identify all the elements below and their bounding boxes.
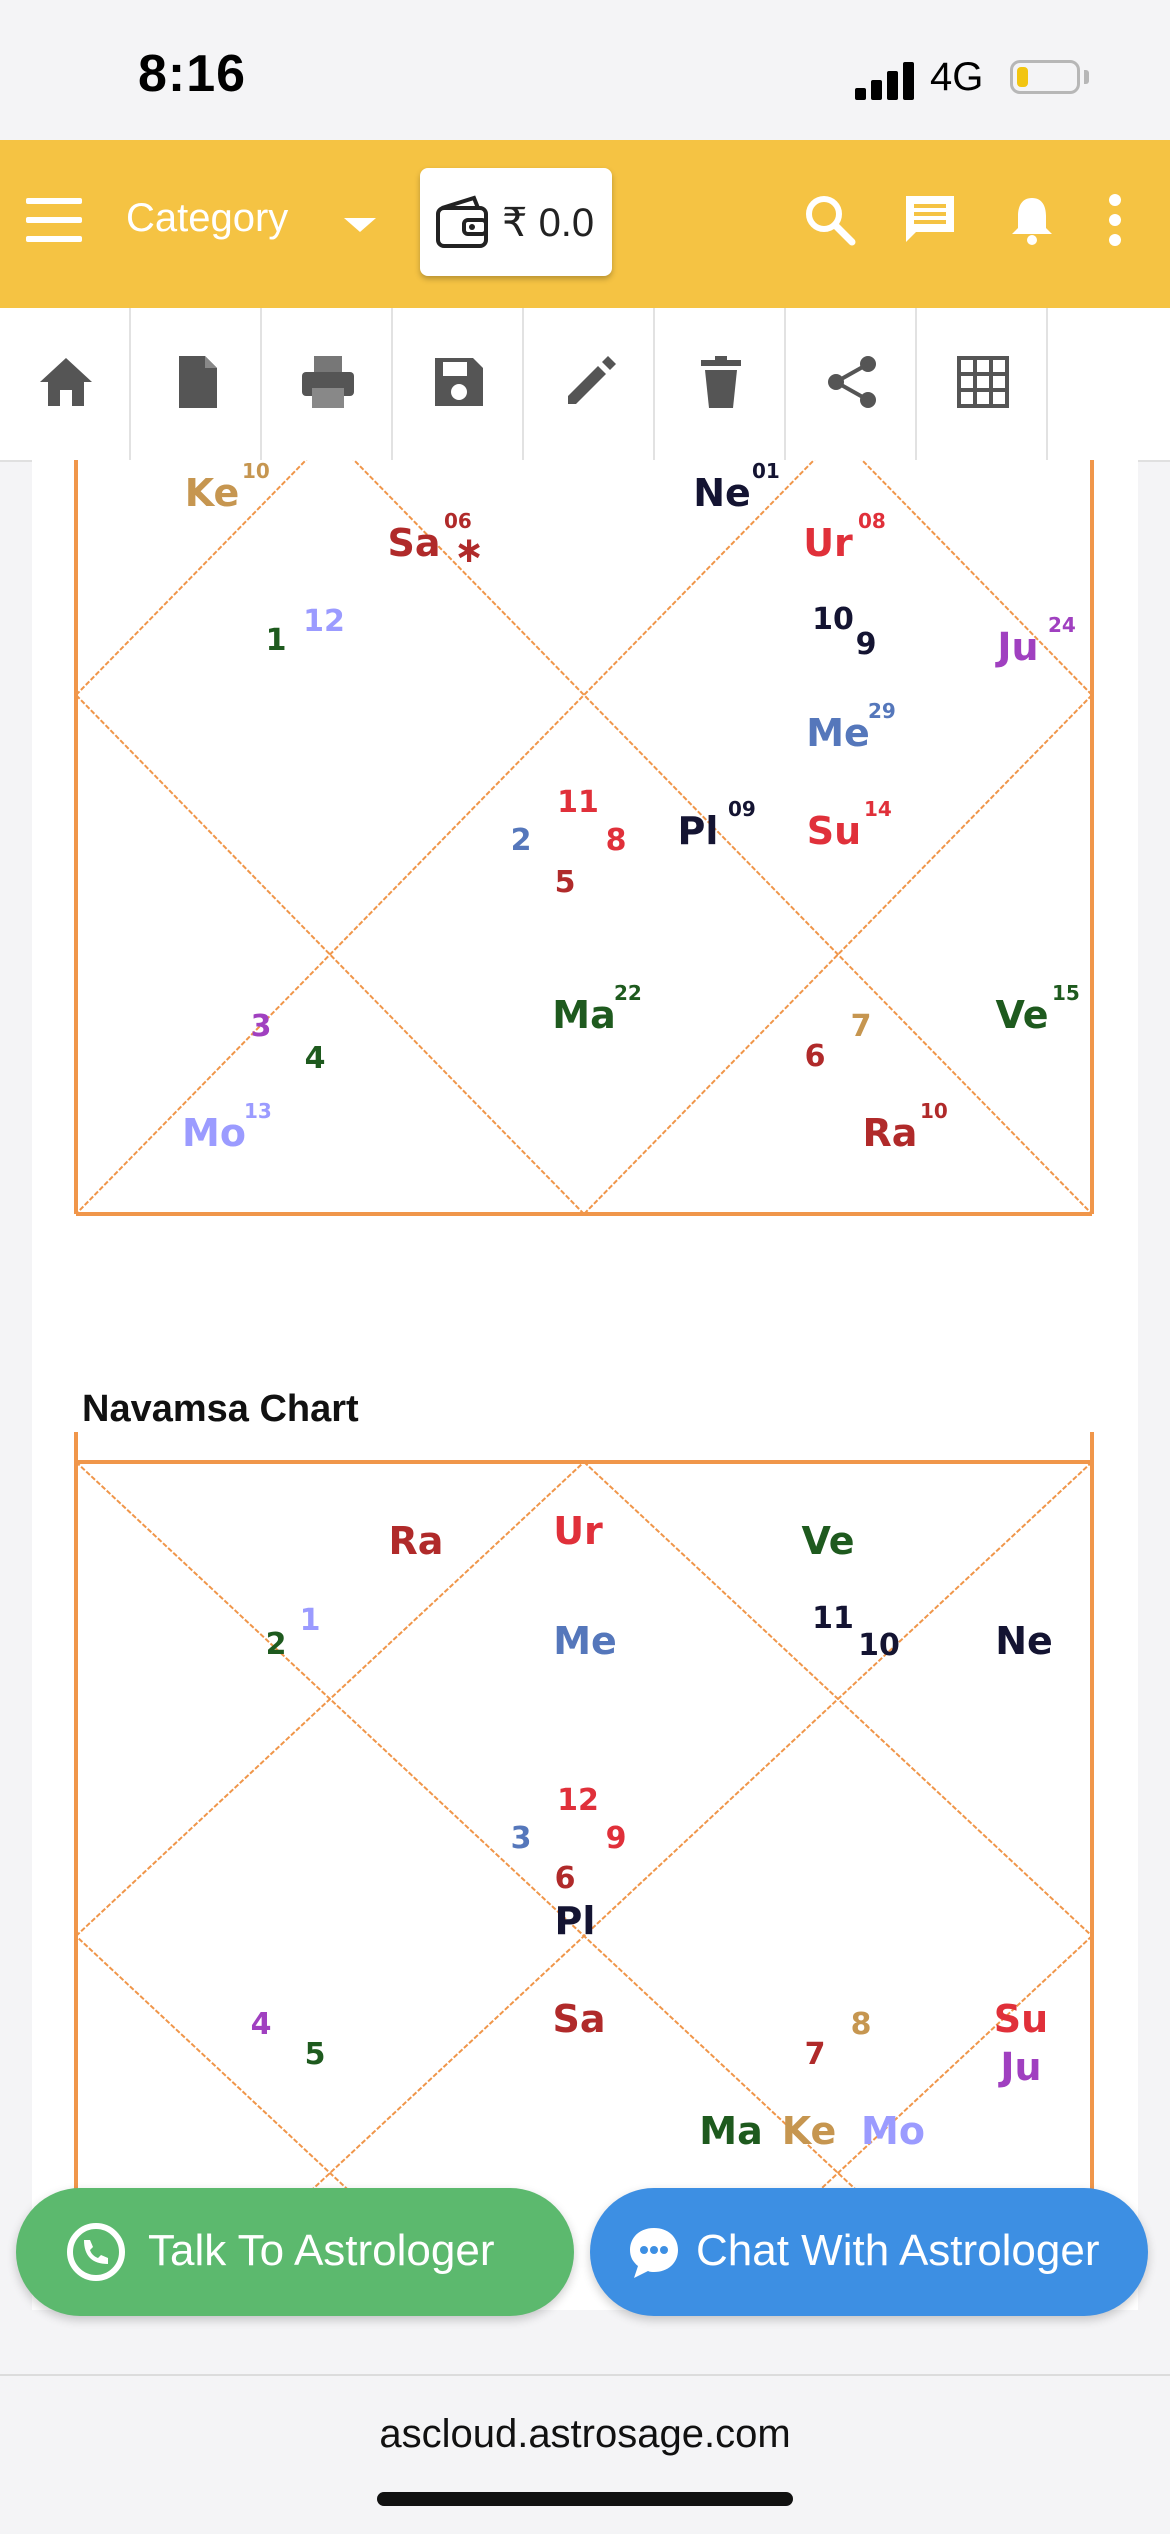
chevron-down-icon[interactable] xyxy=(344,218,376,232)
save-icon xyxy=(429,352,489,412)
navamsa-house-number: 9 xyxy=(605,1821,627,1856)
lagna-house-number: 4 xyxy=(304,1041,326,1076)
document-icon xyxy=(167,352,227,412)
lagna-planet-ju: Ju xyxy=(997,625,1039,669)
talk-to-astrologer-button[interactable] xyxy=(16,2188,574,2316)
network-label: 4G xyxy=(930,55,984,99)
lagna-planet-ma: Ma xyxy=(552,993,616,1037)
lagna-house-number: 9 xyxy=(855,627,877,662)
lagna-planet-mo: Mo xyxy=(182,1111,246,1155)
navamsa-planet-sa: Sa xyxy=(552,1997,606,2041)
lagna-chart-diamond-edge-4 xyxy=(76,460,584,695)
lagna-house-number: 12 xyxy=(303,604,345,639)
chat-bubble-icon xyxy=(624,2222,684,2282)
document-button[interactable] xyxy=(131,308,262,460)
url-text[interactable]: ascloud.astrosage.com xyxy=(379,2412,791,2456)
navamsa-chart-diagonal-1 xyxy=(76,1462,1092,2310)
hamburger-menu-icon[interactable] xyxy=(26,198,82,242)
edit-button[interactable] xyxy=(524,308,655,460)
charts-card xyxy=(32,460,1138,2310)
navamsa-chart-diagonal-2 xyxy=(76,1462,1092,2310)
navamsa-house-number: 11 xyxy=(812,1601,854,1636)
phone-call-icon xyxy=(66,2222,126,2282)
lagna-planet-pl: Pl xyxy=(677,809,719,853)
navamsa-planet-pl: Pl xyxy=(554,1899,596,1943)
lagna-planet-mark: ∗ xyxy=(454,530,485,571)
navamsa-house-number: 7 xyxy=(804,2037,826,2072)
lagna-planet-ke: Ke xyxy=(184,471,240,515)
lagna-house-number: 2 xyxy=(510,823,532,858)
navamsa-house-number: 6 xyxy=(554,1861,576,1896)
battery-tip xyxy=(1084,70,1089,84)
chat-button-label: Chat With Astrologer xyxy=(696,2226,1100,2275)
battery-icon xyxy=(1010,60,1080,94)
navamsa-house-number: 2 xyxy=(265,1627,287,1662)
lagna-planet-ra: Ra xyxy=(862,1111,918,1155)
navamsa-house-number: 4 xyxy=(250,2007,272,2042)
navamsa-house-number: 5 xyxy=(304,2037,326,2072)
bell-icon[interactable] xyxy=(1002,190,1062,250)
lagna-planet-sa: Sa xyxy=(387,521,441,565)
share-icon xyxy=(822,352,882,412)
wallet-button[interactable] xyxy=(420,168,612,276)
navamsa-planet-me: Me xyxy=(553,1619,617,1663)
navamsa-planet-ur: Ur xyxy=(553,1509,603,1553)
home-indicator xyxy=(377,2492,793,2506)
navamsa-house-number: 10 xyxy=(858,1628,900,1663)
lagna-planet-degree: 09 xyxy=(728,797,756,821)
lagna-house-number: 11 xyxy=(557,785,599,820)
grid-icon xyxy=(953,352,1013,412)
status-time: 8:16 xyxy=(138,45,247,103)
delete-button[interactable] xyxy=(655,308,786,460)
lagna-planet-degree: 13 xyxy=(244,1099,272,1123)
lagna-planet-degree: 10 xyxy=(242,460,270,483)
lagna-planet-ur: Ur xyxy=(803,521,853,565)
lagna-planet-degree: 06 xyxy=(444,509,472,533)
grid-button[interactable] xyxy=(917,308,1048,460)
navamsa-planet-ve: Ve xyxy=(801,1519,855,1563)
lagna-house-number: 1 xyxy=(265,623,287,658)
navamsa-house-number: 1 xyxy=(299,1603,321,1638)
more-vertical-icon[interactable] xyxy=(1090,190,1140,250)
lagna-planet-degree: 08 xyxy=(858,509,886,533)
lagna-planet-degree: 01 xyxy=(752,460,780,483)
lagna-planet-su: Su xyxy=(806,809,862,853)
navamsa-planet-ma: Ma xyxy=(699,2109,763,2153)
app-header xyxy=(0,140,1170,308)
lagna-house-number: 5 xyxy=(554,865,576,900)
lagna-planet-me: Me xyxy=(806,711,870,755)
wallet-icon xyxy=(434,194,492,250)
navamsa-planet-ke: Ke xyxy=(781,2109,837,2153)
save-button[interactable] xyxy=(393,308,524,460)
lagna-planet-degree: 29 xyxy=(868,699,896,723)
chat-with-astrologer-button[interactable] xyxy=(590,2188,1148,2316)
delete-icon xyxy=(691,352,751,412)
lagna-house-number: 6 xyxy=(804,1039,826,1074)
lagna-planet-ne: Ne xyxy=(693,471,751,515)
lagna-planet-degree: 24 xyxy=(1048,613,1076,637)
navamsa-chart-title: Navamsa Chart xyxy=(82,1388,359,1430)
navamsa-house-number: 12 xyxy=(557,1783,599,1818)
navamsa-house-number: 8 xyxy=(850,2007,872,2042)
share-button[interactable] xyxy=(786,308,917,460)
lagna-house-number: 3 xyxy=(250,1009,272,1044)
home-button[interactable] xyxy=(0,308,131,460)
navamsa-planet-ju: Ju xyxy=(1000,2045,1042,2089)
signal-icon xyxy=(855,60,917,100)
navamsa-planet-mo: Mo xyxy=(861,2109,925,2153)
lagna-planet-degree: 14 xyxy=(864,797,892,821)
search-icon[interactable] xyxy=(800,190,860,250)
navamsa-planet-su: Su xyxy=(993,1997,1049,2041)
home-icon xyxy=(36,352,96,412)
lagna-house-number: 7 xyxy=(850,1009,872,1044)
navamsa-house-number: 3 xyxy=(510,1821,532,1856)
status-bar xyxy=(0,0,1170,140)
edit-icon xyxy=(560,352,620,412)
navamsa-planet-ne: Ne xyxy=(995,1619,1053,1663)
lagna-house-number: 10 xyxy=(812,602,854,637)
lagna-house-number: 8 xyxy=(605,823,627,858)
action-toolbar xyxy=(0,308,1170,462)
lagna-planet-degree: 10 xyxy=(920,1099,948,1123)
talk-button-label: Talk To Astrologer xyxy=(148,2226,495,2275)
chat-message-icon[interactable] xyxy=(900,190,960,250)
browser-url-bar xyxy=(0,2374,1170,2534)
wallet-balance: ₹ 0.0 xyxy=(502,201,595,245)
charts-drawing xyxy=(32,460,1138,2310)
print-icon xyxy=(298,352,358,412)
lagna-planet-degree: 22 xyxy=(614,981,642,1005)
navamsa-planet-ra: Ra xyxy=(388,1519,444,1563)
lagna-planet-degree: 15 xyxy=(1052,981,1080,1005)
print-button[interactable] xyxy=(262,308,393,460)
lagna-planet-ve: Ve xyxy=(995,993,1049,1037)
category-dropdown-label[interactable]: Category xyxy=(126,196,289,240)
